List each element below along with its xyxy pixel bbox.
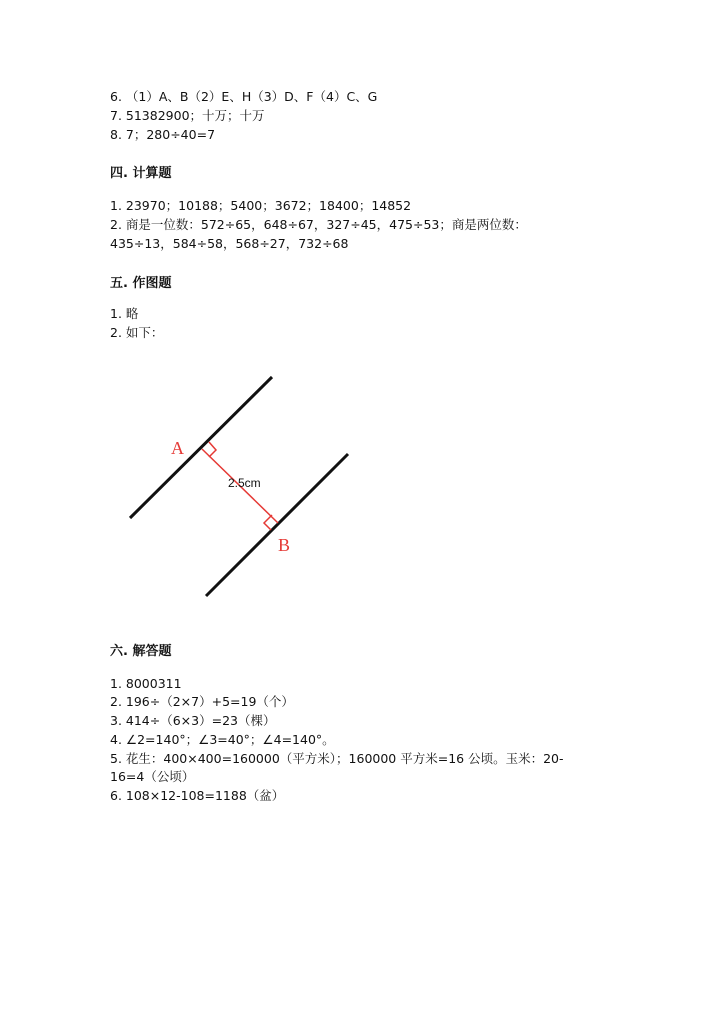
answer-line: 4. ∠2=140°；∠3=40°；∠4=140°。 [110,732,335,747]
answer-line: 8. 7；280÷40=7 [110,127,216,142]
answer-line: 5. 花生：400×400=160000（平方米）；160000 平方米=16 公顷。玉米：20- [110,751,564,766]
answer-line: 6. 108×12-108=1188（盆） [110,788,285,803]
answer-line: 2. 商是一位数：572÷65，648÷67，327÷45，475÷53；商是两位数： [110,217,527,232]
answer-line: 7. 51382900；十万；十万 [110,108,265,123]
distance-label: 2.5cm [228,476,261,490]
answer-line: 3. 414÷（6×3）=23（棵） [110,713,276,728]
point-label-b: B [278,535,291,555]
answer-line: 1. 8000311 [110,676,182,691]
answer-line: 16=4（公顷） [110,769,195,784]
section-heading-draw: 五. 作图题 [110,276,172,291]
point-label-a: A [171,438,184,458]
right-angle-marker-b [264,515,272,530]
section-heading-calc: 四. 计算题 [110,166,172,181]
parallel-lines-figure [110,360,370,610]
answer-line: 2. 如下： [110,325,164,340]
section-heading-solve: 六. 解答题 [110,644,172,659]
answer-line: 2. 196÷（2×7）+5=19（个） [110,694,294,709]
answer-line: 1. 略 [110,306,139,321]
answer-line: 1. 23970；10188；5400；3672；18400；14852 [110,198,412,213]
answer-line: 6. （1）A、B（2）E、H（3）D、F（4）C、G [110,89,378,104]
answer-line: 435÷13，584÷58，568÷27，732÷68 [110,236,349,251]
right-angle-marker-a [209,442,216,457]
